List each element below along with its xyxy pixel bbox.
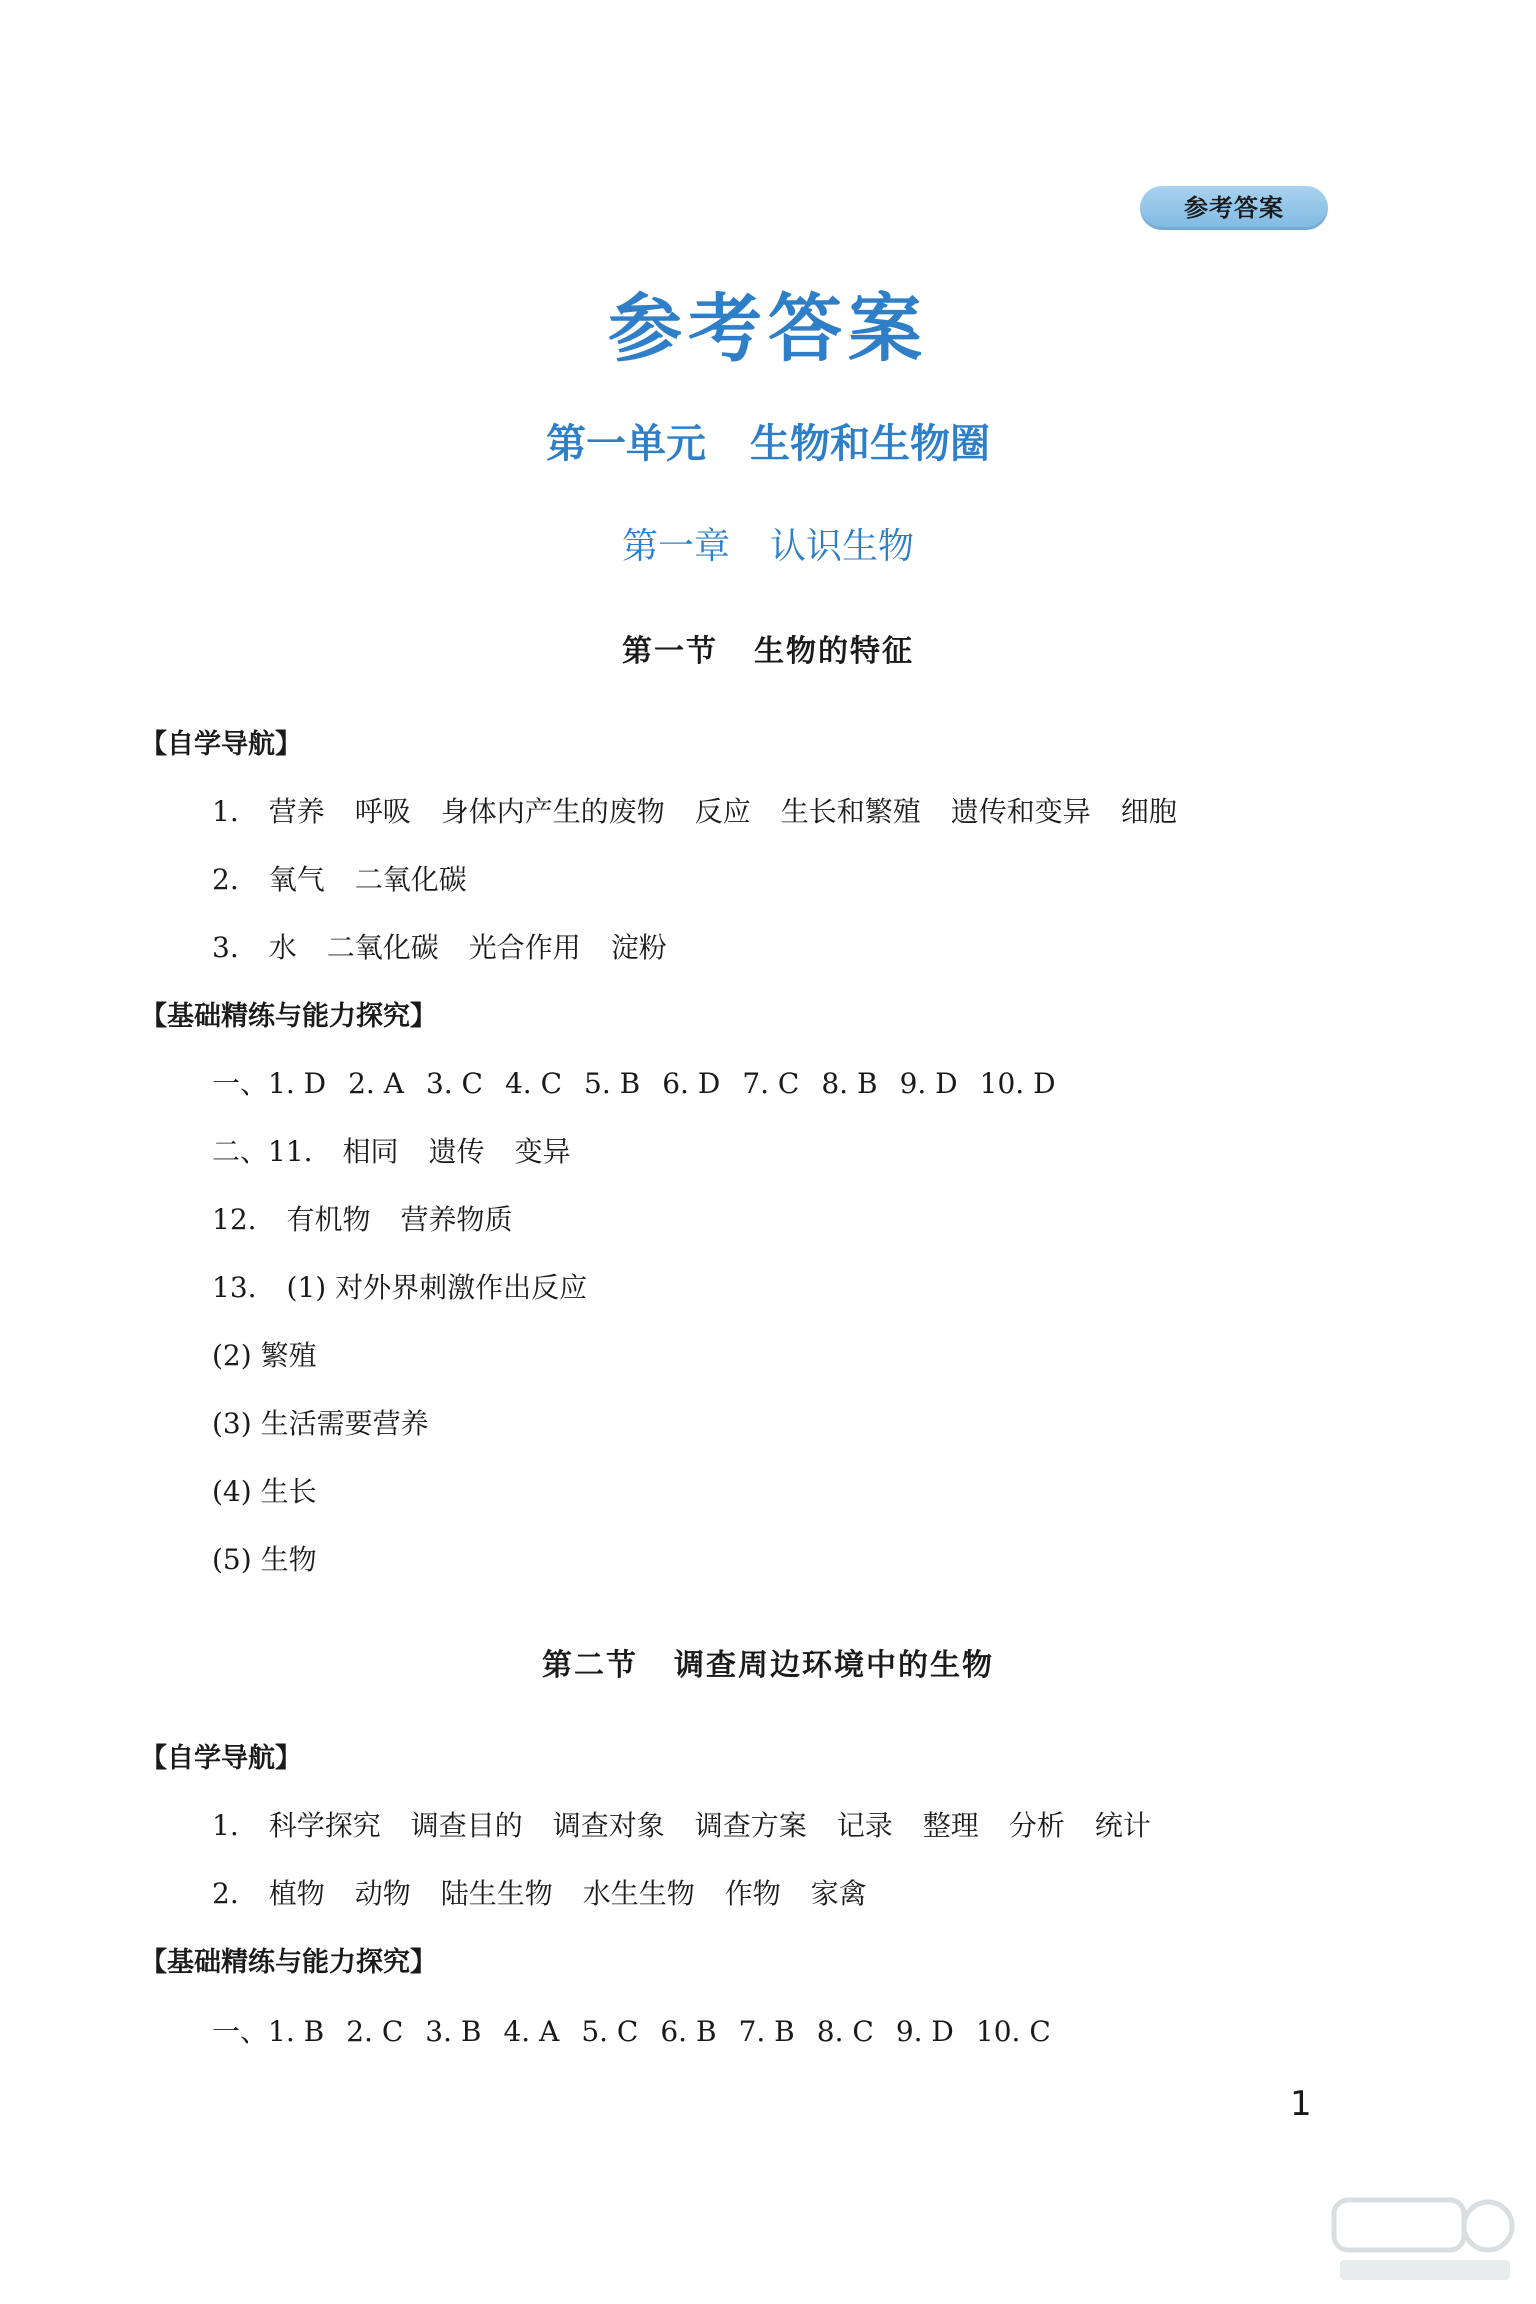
practice-heading: 【基础精练与能力探究】 [140,1947,437,1978]
mc-answer: 6. D [662,1067,721,1100]
unit-number: 第一单元 [546,421,706,467]
unit-name: 生物和生物圈 [750,421,990,467]
question-number: 1. [212,795,239,828]
question-number: 1. [212,1809,239,1842]
answer: 遗传和变异 [950,795,1091,828]
mc-answer: 4. C [504,1067,563,1100]
sub-answer: (2) 繁殖 [212,1339,317,1372]
answer: 调查对象 [552,1809,665,1842]
answer: 身体内产生的废物 [440,795,665,828]
sub-answer: (5) 生物 [212,1543,317,1576]
section-title [0,1640,1536,1684]
answer: 呼吸 [354,795,411,828]
answer: 记录 [836,1809,893,1842]
self-study-heading: 【自学导航】 [140,729,302,760]
mc-answer: 5. B [584,1067,641,1100]
chapter-name: 认识生物 [770,526,915,567]
answer: 作物 [724,1877,781,1910]
answer-line [212,1872,867,1912]
mc-answer: 6. B [660,2015,717,2048]
section-name: 生物的特征 [754,634,914,669]
answer: 变异 [514,1135,571,1168]
answer: 科学探究 [268,1809,381,1842]
answer: 调查方案 [694,1809,807,1842]
question-number: 2. [212,863,239,896]
question-number: 3. [212,931,239,964]
answer: 分析 [1008,1809,1065,1842]
mc-answer: 3. C [425,1067,483,1100]
header-tab-badge: 参考答案 [1140,186,1328,230]
answer-line [212,790,1177,830]
multiple-choice-line [212,1062,1056,1102]
mc-answer: 7. C [742,1067,800,1100]
sub-answer: (3) 生活需要营养 [212,1407,429,1440]
mc-answer: 3. B [425,2015,482,2048]
answer-line [212,858,467,898]
answer: 生长和繁殖 [780,795,921,828]
fill-in-line [212,1266,587,1306]
answer: 氧气 [268,863,325,896]
answer: 调查目的 [410,1809,523,1842]
chapter-number: 第一章 [621,526,730,567]
mc-answer: 9. D [895,2015,954,2048]
answer: 遗传 [428,1135,485,1168]
answer: 细胞 [1120,795,1177,828]
answer: 动物 [354,1877,411,1910]
answer: (1) 对外界刺激作出反应 [286,1271,588,1304]
answer: 二氧化碳 [326,931,439,964]
answer: 二氧化碳 [354,863,467,896]
mc-answer: 1. D [268,1067,327,1100]
page-title: 参考答案 [608,286,928,372]
answer: 相同 [342,1135,399,1168]
mc-answer: 5. C [581,2015,639,2048]
mc-answer: 9. D [899,1067,958,1100]
question-number: 13. [212,1271,257,1304]
mc-answer: 2. C [346,2015,404,2048]
answer-line [212,926,667,966]
section-title [0,626,1536,670]
multiple-choice-line [212,2010,1051,2050]
answer: 光合作用 [468,931,581,964]
answer: 统计 [1094,1809,1151,1842]
answer: 植物 [268,1877,325,1910]
fill-in-line [212,1198,513,1238]
answer: 整理 [922,1809,979,1842]
answer: 营养 [268,795,325,828]
mc-answer: 8. B [821,1067,878,1100]
part-prefix: 二、 [212,1135,269,1168]
answer-line [212,1804,1151,1844]
page-number: 1 [1290,2084,1312,2124]
sub-answer: (4) 生长 [212,1475,317,1508]
question-number: 2. [212,1877,239,1910]
mc-answer: 7. B [738,2015,795,2048]
fill-in-line [212,1130,571,1170]
answer: 陆生生物 [440,1877,553,1910]
practice-heading: 【基础精练与能力探究】 [140,1001,437,1032]
answer: 水生生物 [582,1877,695,1910]
part-prefix: 一、 [212,2015,269,2048]
section-number: 第一节 [622,634,718,669]
section-number: 第二节 [542,1648,638,1683]
mc-answer: 10. C [975,2015,1051,2048]
mc-answer: 2. A [348,1067,404,1100]
question-number: 12. [212,1203,257,1236]
mc-answer: 4. A [503,2015,560,2048]
chapter-title [0,518,1536,569]
question-number: 11. [268,1135,313,1168]
answer: 营养物质 [400,1203,513,1236]
mc-answer: 8. C [816,2015,874,2048]
section-name: 调查周边环境中的生物 [674,1648,994,1683]
mc-answer: 10. D [979,1067,1056,1100]
part-prefix: 一、 [212,1067,269,1100]
answer: 家禽 [810,1877,867,1910]
mc-answer: 1. B [268,2015,325,2048]
answer: 水 [268,931,297,964]
answer: 有机物 [286,1203,371,1236]
watermark-logo-icon [1330,2190,1520,2290]
answer: 淀粉 [610,931,667,964]
self-study-heading: 【自学导航】 [140,1743,302,1774]
answer: 反应 [694,795,751,828]
unit-title [0,412,1536,469]
